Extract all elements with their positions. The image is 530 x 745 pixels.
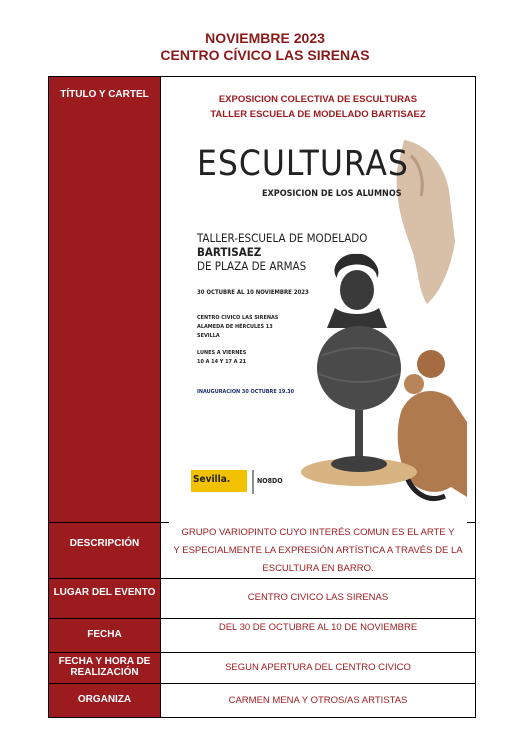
row-divider <box>49 683 475 684</box>
poster-title: ESCULTURAS <box>197 144 409 184</box>
poster-venue-3: SEVILLA <box>197 333 220 339</box>
label-description: DESCRIPCIÓN <box>49 522 161 578</box>
poster-subtitle-1: EXPOSICION COLECTIVA DE ESCULTURAS <box>218 94 418 105</box>
poster-venue-2: ALAMEDA DE HÉRCULES 13 <box>197 324 273 330</box>
sevilla-logo: Sevilla. <box>193 474 231 485</box>
value-organizer: CARMEN MENA Y OTROS/AS ARTISTAS <box>228 695 408 706</box>
label-location: LUGAR DEL EVENTO <box>49 578 161 618</box>
poster-tagline: EXPOSICION DE LOS ALUMNOS <box>262 189 402 199</box>
value-date: DEL 30 DE OCTUBRE AL 10 DE NOVIEMBRE <box>218 622 418 633</box>
poster-dates: 30 OCTUBRE AL 10 NOVIEMBRE 2023 <box>197 289 309 296</box>
label-organizer: ORGANIZA <box>49 683 161 717</box>
description-line: Y ESPECIALMENTE LA EXPRESIÓN ARTÍSTICA A TRAVÉS DE LA <box>173 545 463 556</box>
row-divider <box>49 578 475 579</box>
header-venue: CENTRO CÍVICO LAS SIRENAS <box>160 47 370 63</box>
poster-hours-1: LUNES A VIERNES <box>197 350 247 356</box>
description-line: ESCULTURA EN BARRO. <box>262 563 374 574</box>
poster-org-line-2: BARTISAEZ <box>197 245 262 259</box>
poster-hours-2: 10 A 14 Y 17 A 21 <box>197 359 247 365</box>
poster-org-line-3: DE PLAZA DE ARMAS <box>197 259 307 273</box>
row-divider <box>49 652 475 653</box>
value-datetime: SEGUN APERTURA DEL CENTRO CIVICO <box>225 662 411 673</box>
label-date: FECHA <box>49 618 161 652</box>
label-title-poster: TÍTULO Y CARTEL <box>49 77 161 522</box>
row-divider <box>49 618 475 619</box>
description-line: GRUPO VARIOPINTO CUYO INTERÉS COMUN ES EL ARTE Y <box>181 527 455 538</box>
label-datetime: FECHA Y HORA DE REALIZACIÓN <box>49 652 161 683</box>
poster-subtitle-2: TALLER ESCUELA DE MODELADO BARTISAEZ <box>210 109 426 120</box>
event-table <box>48 76 476 718</box>
event-poster <box>169 92 467 529</box>
value-description <box>161 524 475 578</box>
poster-opening: INAUGURACION 30 OCTUBRE 19.30 <box>197 389 295 395</box>
header-month: NOVIEMBRE 2023 <box>205 30 325 46</box>
poster-org-line-1: TALLER-ESCUELA DE MODELADO <box>197 231 368 245</box>
no8do-logo: NO8DO <box>257 477 283 485</box>
poster-venue-1: CENTRO CIVICO LAS SIRENAS <box>197 315 279 321</box>
value-location: CENTRO CIVICO LAS SIRENAS <box>247 592 389 603</box>
